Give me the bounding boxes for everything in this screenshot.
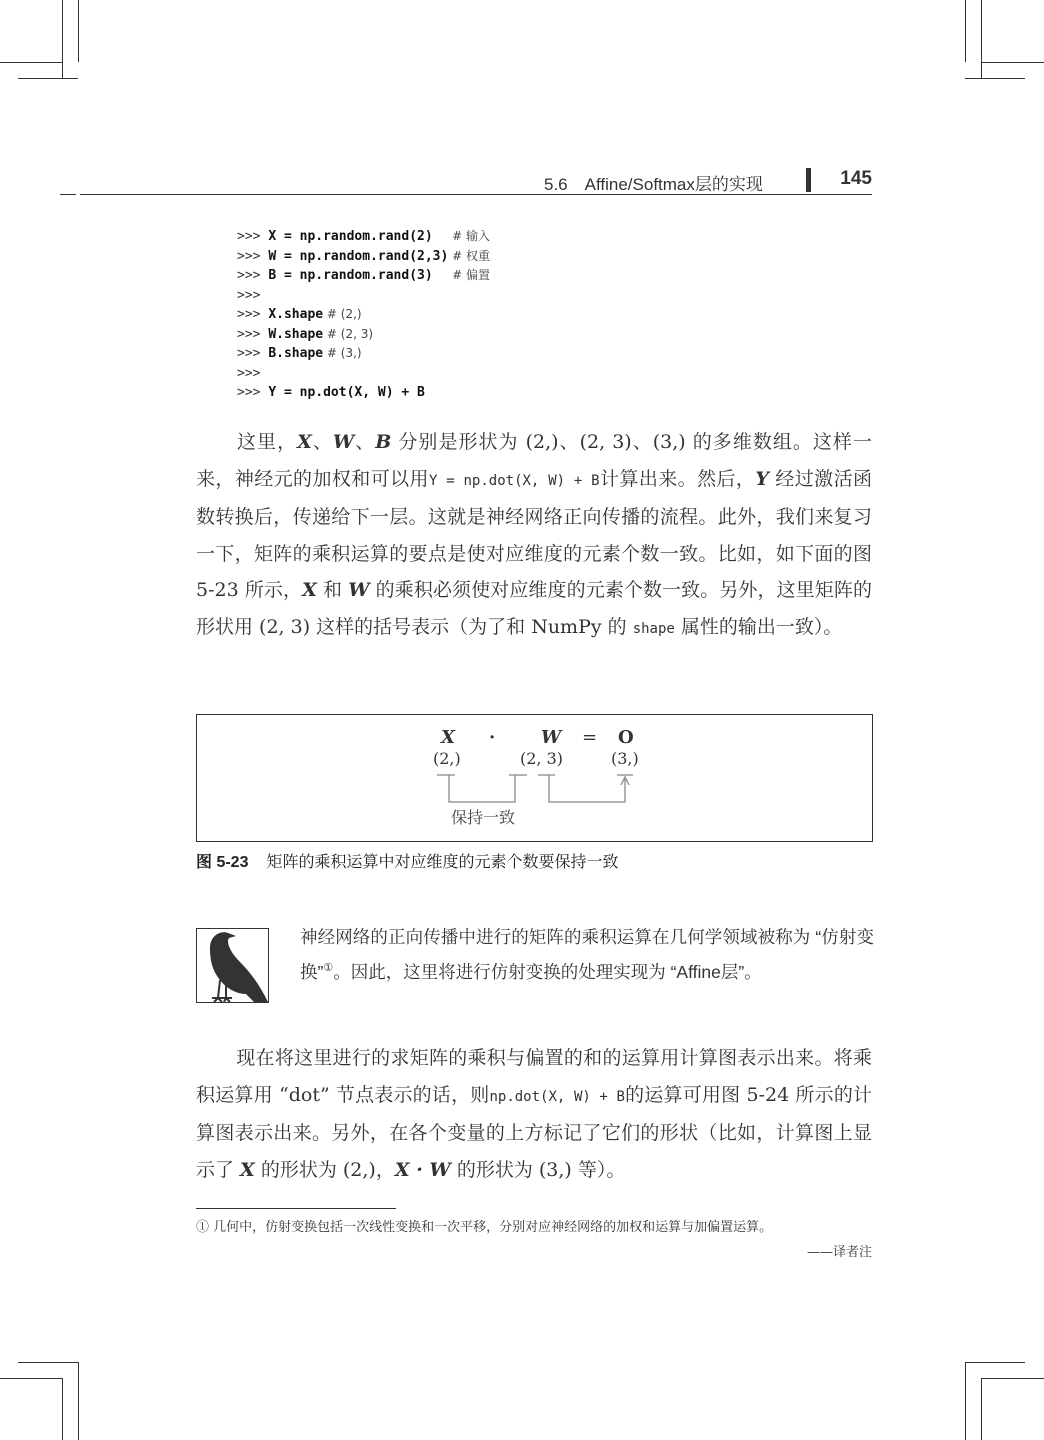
code-block xyxy=(237,227,490,403)
caption-text: 矩阵的乘积运算中对应维度的元素个数要保持一致 xyxy=(266,854,619,871)
figure-caption xyxy=(196,849,619,872)
footnote-ref[interactable]: ① xyxy=(323,962,334,974)
code-line xyxy=(237,325,490,345)
math-symbol: W xyxy=(348,579,370,601)
section-title: 5.6 Affine/Softmax层的实现 xyxy=(544,175,763,194)
crop-mark xyxy=(965,1362,1025,1363)
code-comment: # (3,) xyxy=(323,346,362,360)
code-line xyxy=(237,344,490,364)
fig-annotation: 保持一致 xyxy=(451,808,516,827)
crop-mark xyxy=(78,0,79,62)
fig-brackets xyxy=(197,715,872,841)
code-statement: X = np.random.rand(2) xyxy=(268,229,449,244)
fig-o-shape: (3,) xyxy=(611,749,639,768)
fig-o-label: O xyxy=(618,727,634,748)
running-header xyxy=(540,168,872,194)
footnote-text: ① 几何中，仿射变换包括一次线性变换和一次平移，分别对应神经网络的加权和运算与加偏置运算。 xyxy=(196,1220,773,1235)
code-comment: # 权重 xyxy=(448,248,491,263)
math-symbol: X xyxy=(297,431,312,453)
crop-mark xyxy=(0,62,62,63)
crop-mark xyxy=(981,0,982,78)
code-statement: B = np.random.rand(3) xyxy=(268,268,449,283)
code-statement: B.shape xyxy=(268,346,324,361)
paragraph-1 xyxy=(196,424,872,647)
paragraph-2 xyxy=(196,1040,872,1188)
fig-x-label: X xyxy=(441,727,455,748)
text-run: 、 xyxy=(311,431,333,453)
crop-mark xyxy=(62,1378,63,1440)
code-line xyxy=(237,227,490,247)
fig-equals: = xyxy=(582,727,598,748)
crop-mark xyxy=(965,1362,966,1440)
fig-w-shape: (2, 3) xyxy=(520,749,564,768)
text-run: 的形状为 (2,)， xyxy=(254,1158,395,1181)
code-prompt: >>> xyxy=(237,287,261,303)
code-statement: W = np.random.rand(2,3) xyxy=(268,248,449,264)
code-statement: Y = np.dot(X, W) + B xyxy=(268,385,425,400)
code-prompt: >>> xyxy=(237,346,269,361)
math-symbol: X · W xyxy=(394,1158,451,1181)
text-run: 这里， xyxy=(236,431,298,453)
header-rule-stub xyxy=(60,194,76,195)
inline-code: shape xyxy=(632,620,675,637)
text-run: 和 xyxy=(316,579,349,601)
figure-5-23 xyxy=(196,714,873,842)
text-run: 、 xyxy=(354,431,376,453)
crop-mark xyxy=(78,1362,79,1440)
text-run: 的运算可用图 5-24 所示的计算图表示出来。另外，在各个变量的上方标记了它们的形状（比如，计算图上显示了 xyxy=(196,1083,873,1181)
text-run: 属性的输出一致）。 xyxy=(674,615,843,638)
inline-code: np.dot(X, W) + B xyxy=(489,1088,625,1105)
code-comment: # 输入 xyxy=(448,229,491,243)
math-symbol: X xyxy=(302,579,317,601)
footnote-rule xyxy=(196,1208,396,1209)
text-run: 分别是形状为 (2,)、(2, 3)、(3,) 的多维数组。这样一来，神经元的加权和可以用 xyxy=(196,431,872,490)
crop-mark xyxy=(965,0,966,62)
header-bar xyxy=(806,168,811,192)
header-rule xyxy=(80,194,872,195)
page-number: 145 xyxy=(840,168,872,189)
math-symbol: W xyxy=(332,431,355,453)
code-line xyxy=(237,266,490,286)
footnote-source: ——译者注 xyxy=(806,1245,872,1260)
note-text-1: 神经网络的正向传播中进行的矩阵的乘积运算在几何学领域被称为 “仿射变换” xyxy=(300,927,874,982)
math-symbol: B xyxy=(375,431,392,453)
crop-mark xyxy=(982,1378,1044,1379)
fig-x-shape: (2,) xyxy=(433,749,461,768)
inline-code: Y = np.dot(X, W) + B xyxy=(428,472,600,489)
crop-mark xyxy=(981,1378,982,1440)
code-prompt: >>> xyxy=(237,248,269,264)
code-line xyxy=(237,286,490,306)
code-line xyxy=(237,247,490,267)
crop-mark xyxy=(965,78,1025,79)
text-run: 现在将这里进行的求矩阵的乘积与偏置的和的运算用计算图表示出来。将乘积运算用 “dot” 节点表示的话，则 xyxy=(196,1047,872,1106)
math-symbol: X xyxy=(240,1158,255,1181)
bird-note-icon xyxy=(196,928,270,1004)
crop-mark xyxy=(18,1362,78,1363)
code-statement: W.shape xyxy=(268,326,324,342)
crop-mark xyxy=(982,62,1044,63)
code-prompt: >>> xyxy=(237,229,269,244)
math-symbol: Y xyxy=(755,467,769,490)
note-text-2: 。因此，这里将进行仿射变换的处理实现为 “Affine层”。 xyxy=(333,961,762,982)
caption-number: 图 5-23 xyxy=(196,854,249,871)
fig-dot: · xyxy=(489,727,496,748)
crop-mark xyxy=(0,1378,62,1379)
code-comment: # (2, 3) xyxy=(323,326,374,341)
footnote xyxy=(196,1216,872,1260)
code-prompt: >>> xyxy=(237,385,269,400)
fig-w-label: W xyxy=(541,727,562,748)
text-run: 的形状为 (3,) 等）。 xyxy=(450,1158,626,1181)
crop-mark xyxy=(18,78,78,79)
code-statement: X.shape xyxy=(268,307,324,322)
code-prompt: >>> xyxy=(237,307,269,322)
code-comment: # (2,) xyxy=(323,307,362,321)
text-run: 的乘积必须使对应维度的元素个数一致。另外，这里矩阵的形状用 (2, 3) 这样的括号表示（为了和 NumPy 的 xyxy=(196,579,872,638)
note-text xyxy=(300,922,874,988)
code-prompt: >>> xyxy=(237,268,269,283)
text-run: 经过激活函数转换后，传递给下一层。这就是神经网络正向传播的流程。此外，我们来复习一下，矩阵的乘积运算的要点是使对应维度的元素个数一致。比如，如下面的图 5-23 所示， xyxy=(196,467,872,601)
code-line xyxy=(237,305,490,325)
code-prompt: >>> xyxy=(237,326,269,342)
code-comment: # 偏置 xyxy=(448,268,491,282)
code-line xyxy=(237,364,490,384)
crop-mark xyxy=(62,0,63,78)
code-prompt: >>> xyxy=(237,365,261,381)
code-line xyxy=(237,383,490,403)
text-run: 计算出来。然后， xyxy=(599,467,756,490)
